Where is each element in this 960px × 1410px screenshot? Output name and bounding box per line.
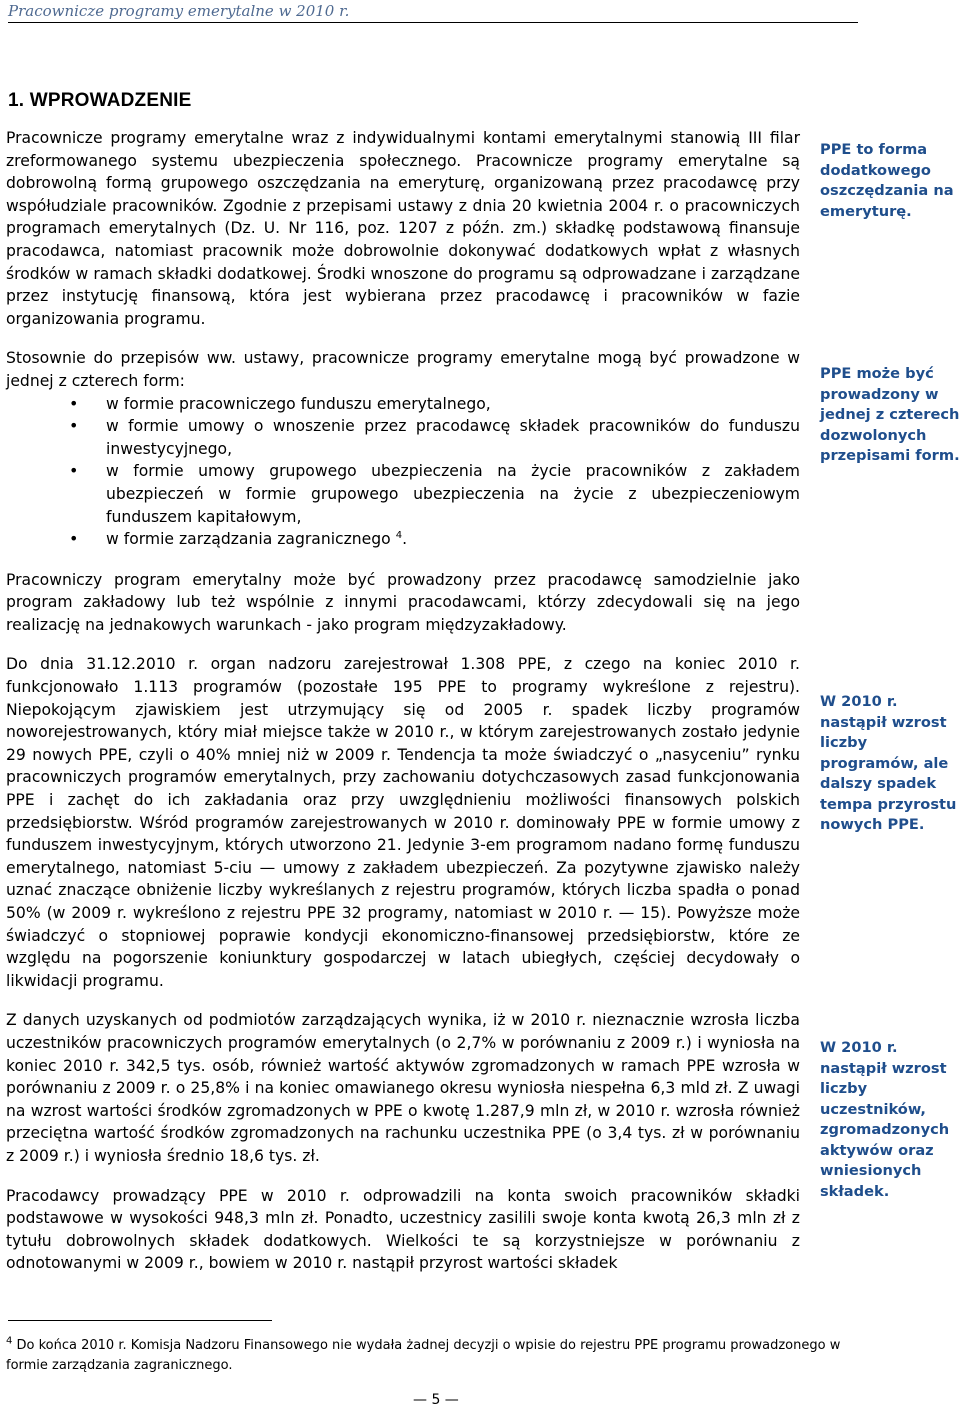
list-item: • w formie pracowniczego funduszu emerytalnego, (6, 393, 800, 416)
paragraph-forms-intro: Stosownie do przepisów ww. ustawy, pracownicze programy emerytalne mogą być prowadzone w jednej z czterech form: (6, 349, 800, 390)
paragraph-registrations: Do dnia 31.12.2010 r. organ nadzoru zarejestrował 1.308 PPE, z czego na koniec 2010 r. funkcjonowało 1.113 programów (pozostałe 195 PPE to programy wykreślone z rejestru). Niepokojącym zjawiskiem jest utrzymujący się od 2005 r. spadek liczby programów noworejestrowanych, który miał miejsce także w 2010 r., w którym zarejestrowanych zostało jedynie 29 nowych PPE, czyli o 40% mniej niż w 2009 r. Tendencja ta może świadczyć o „nasyceniu” rynku pracowniczych programów emerytalnych, przy zachowaniu dotychczasowych zasad funkcjonowania PPE i zachęt do ich zakładania oraz przy uwzględnieniu możliwości finansowych polskich przedsiębiorstw. Wśród programów zarejestrowanych w 2010 r. dominowały PPE w formie umowy z funduszem inwestycyjnym, których utworzono 21. Jedynie 3-em programom nadano formę funduszu emerytalnego, natomiast 5-ciu — umowy z zakładem ubezpieczeń. Za pozytywne zjawisko należy uznać znaczące obniżenie liczby wykreślanych z rejestru programów, których liczba spadła o ponad 50% (w 2009 r. wykreślono z rejestru PPE 32 programy, natomiast w 2010 r. — 15). Powyższe może świadczyć o stopniowej poprawie kondycji ekonomiczno-finansowej przedsiębiorstw, które ze względu na pogorszenie koniunktury gospodarczej w latach ubiegłych, częściej decydowały o likwidacji programu. (6, 655, 800, 990)
list-item: • w formie umowy o wnoszenie przez pracodawcę składek pracowników do funduszu inwestycyjnego, (6, 415, 800, 460)
running-header (8, 0, 858, 23)
paragraph-participants: Z danych uzyskanych od podmiotów zarządzających wynika, iż w 2010 r. nieznacznie wzrosła liczba uczestników pracowniczych programów emerytalnych (o 2,7% w porównaniu z 2009 r.) i wyniosła na koniec 2010 r. 342,5 tys. osób, również wartość aktywów zgromadzonych w ramach PPE wzrosła w porównaniu z 2009 r. o 25,8% i na koniec omawianego okresu wyniosła niespełna 6,3 mld zł. Z uwagi na wzrost wartości środków zgromadzonych w PPE o kwotę 1.287,9 mln zł, w 2010 r. wzrosła również przeciętna wartość środków zgromadzonych na rachunku uczestnika PPE (o 3,4 tys. zł w porównaniu z 2009 r.) i wyniosła średnio 18,6 tys. zł. (6, 1011, 800, 1165)
margin-note: W 2010 r. nastąpił wzrost liczby uczestników, zgromadzonych aktywów oraz wniesionych składek. (820, 1039, 950, 1200)
section-heading: 1. WPROWADZENIE (8, 90, 192, 111)
paragraph-program-types: Pracowniczy program emerytalny może być prowadzony przez pracodawcę samodzielnie jako program zakładowy lub też wspólnie z innymi pracodawcami, którzy zdecydowali się na jego realizację na jednakowych warunkach - jako program międzyzakładowy. (6, 570, 800, 634)
list-item-end: . (402, 530, 408, 549)
footnote-divider (8, 1320, 272, 1321)
main-text (6, 127, 800, 1292)
running-header-title: Pracownicze programy emerytalne w 2010 r. (8, 2, 350, 20)
footnote (6, 1336, 886, 1376)
forms-list (6, 393, 800, 551)
page-number: — 5 — (413, 1392, 459, 1408)
footnote-ref[interactable]: 4 (395, 529, 403, 541)
margin-note: PPE może być prowadzony w jednej z czterech dozwolonych przepisami form. (820, 365, 960, 464)
footnote-text: Do końca 2010 r. Komisja Nadzoru Finansowego nie wydała żadnej decyzji o wpisie do rejestru PPE programu prowadzonego w formie zarządzania zagranicznego. (6, 1338, 841, 1373)
paragraph-contributions: Pracodawcy prowadzący PPE w 2010 r. odprowadzili na konta swoich pracowników składki podstawowe w wysokości 948,3 mln zł. Ponadto, uczestnicy zasilili swoje konta kwotą 26,3 mln zł z tytułu dobrowolnych składek dodatkowych. Wielkości te są korzystniejsze w porównaniu z odnotowanymi w 2009 r., bowiem w 2010 r. nastąpił przyrost wartości składek (6, 1186, 800, 1273)
margin-note: PPE to forma dodatkowego oszczędzania na emeryturę. (820, 141, 954, 220)
margin-note: W 2010 r. nastąpił wzrost liczby programów, ale dalszy spadek tempa przyrostu nowych PPE. (820, 693, 957, 833)
list-item: • w formie umowy grupowego ubezpieczenia na życie pracowników z zakładem ubezpieczeń w formie grupowego ubezpieczenia na życie z ubezpieczeniowym funduszem kapitałowym, (6, 460, 800, 528)
paragraph-intro: Pracownicze programy emerytalne wraz z indywidualnymi kontami emerytalnymi stanowią III filar zreformowanego systemu ubezpieczenia społecznego. Pracownicze programy emerytalne są dobrowolną formą grupowego oszczędzania na emeryturę, organizowaną przez pracodawcę przy współudziale pracowników. Zgodnie z przepisami ustawy z dnia 20 kwietnia 2004 r. o pracowniczych programach emerytalnych (Dz. U. Nr 116, poz. 1207 z późn. zm.) składkę podstawową finansuje pracodawca, natomiast pracownik może dobrowolnie dokonywać dodatkowych wpłat z własnych środków w ramach składki dodatkowej. Środki wnoszone do programu są odprowadzane i zarządzane przez instytucję finansową, która jest wybierana przez pracodawcę i pracowników w fazie organizowania programu. (6, 129, 800, 328)
list-item-text: w formie zarządzania zagranicznego (106, 530, 391, 549)
list-item (6, 528, 800, 551)
footnote-number: 4 (6, 1335, 13, 1347)
